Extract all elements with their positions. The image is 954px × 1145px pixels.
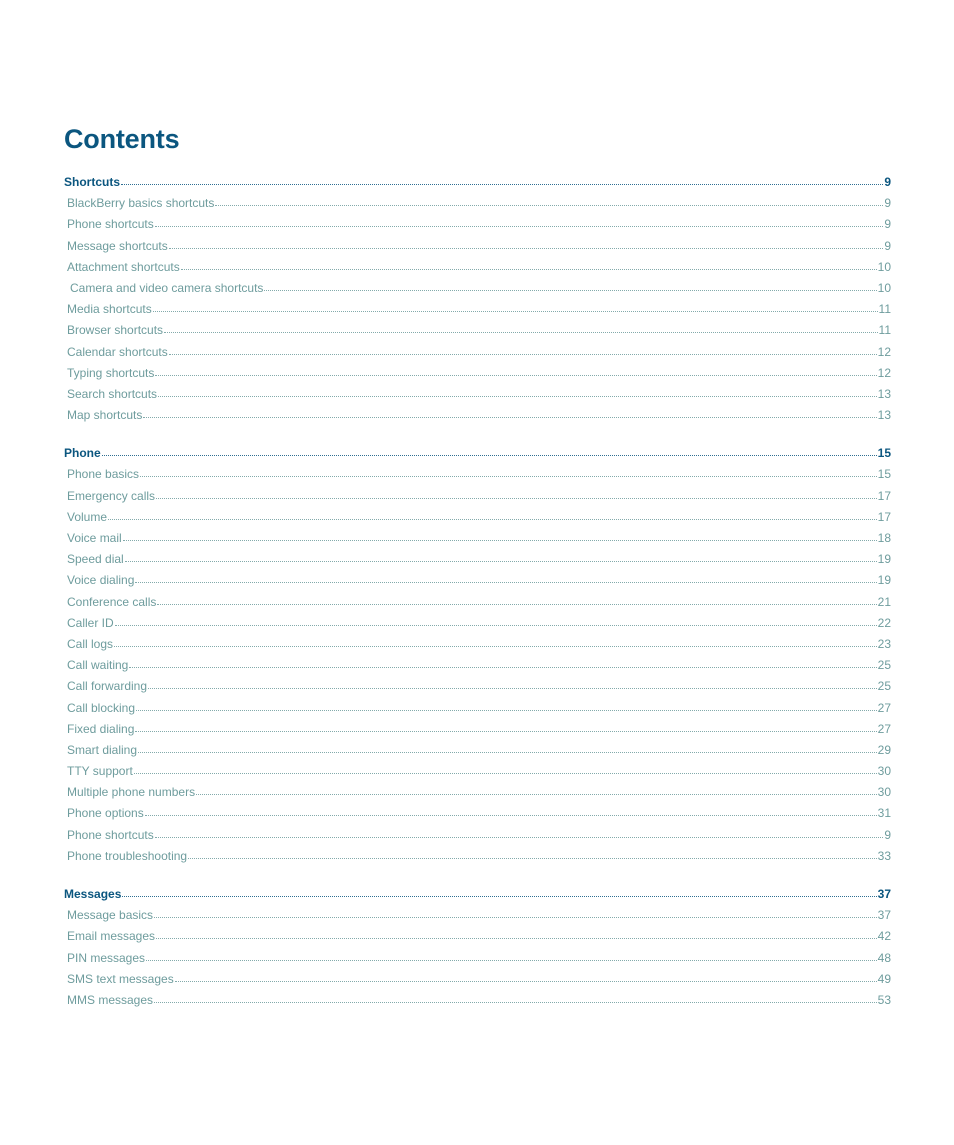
toc-entry-label: Camera and video camera shortcuts: [70, 280, 264, 295]
dot-leader: [156, 498, 877, 499]
toc-section-link[interactable]: [64, 884, 891, 905]
dot-leader: [155, 375, 876, 376]
toc-section-title: Shortcuts: [64, 175, 121, 189]
toc-entry-link[interactable]: [64, 405, 891, 426]
toc-entry-link[interactable]: [64, 761, 891, 782]
toc-page-number: 17: [877, 509, 891, 524]
toc-page-number: 21: [877, 594, 891, 609]
dot-leader: [140, 476, 877, 477]
toc-entry-link[interactable]: [64, 528, 891, 549]
toc-section-title: Messages: [64, 887, 122, 901]
toc-entry-link[interactable]: [64, 719, 891, 740]
toc-page-number: 12: [877, 365, 891, 380]
toc-entry-link[interactable]: [64, 236, 891, 257]
toc-entry-label: Fixed dialing: [67, 721, 135, 736]
toc-page-number: 13: [877, 386, 891, 401]
dot-leader: [175, 981, 877, 982]
dot-leader: [108, 519, 877, 520]
toc-entry-label: Voice dialing: [67, 573, 135, 588]
dot-leader: [158, 396, 877, 397]
toc-entry-label: Smart dialing: [67, 742, 138, 757]
toc-entry-link[interactable]: [64, 214, 891, 235]
dot-leader: [134, 773, 877, 774]
toc-entry-link[interactable]: [64, 676, 891, 697]
toc-section-link[interactable]: [64, 172, 891, 193]
toc-page-number: 15: [877, 446, 891, 461]
toc-entry-link[interactable]: [64, 905, 891, 926]
toc-page-number: 48: [877, 950, 891, 965]
toc-page-number: 9: [884, 196, 891, 211]
toc-entry-link[interactable]: [64, 257, 891, 278]
toc-entry-label: Multiple phone numbers: [67, 785, 196, 800]
dot-leader: [138, 752, 877, 753]
toc-section: [64, 443, 891, 867]
dot-leader: [264, 290, 876, 291]
toc-entry-link[interactable]: [64, 846, 891, 867]
toc-entry-link[interactable]: [64, 926, 891, 947]
toc-entry-link[interactable]: [64, 948, 891, 969]
toc-entry-label: Typing shortcuts: [67, 365, 155, 380]
dot-leader: [115, 625, 877, 626]
toc-page-number: 11: [878, 302, 891, 317]
toc-page-number: 17: [877, 488, 891, 503]
dot-leader: [129, 667, 876, 668]
toc-page-number: 49: [877, 971, 891, 986]
toc-entry-label: Media shortcuts: [67, 302, 152, 317]
toc-entry-label: SMS text messages: [67, 971, 174, 986]
dot-leader: [146, 960, 877, 961]
dot-leader: [114, 646, 877, 647]
dot-leader: [215, 205, 883, 206]
toc-entry-link[interactable]: [64, 969, 891, 990]
toc-page-number: 9: [884, 827, 891, 842]
toc-entry-label: Search shortcuts: [67, 386, 158, 401]
dot-leader: [181, 269, 877, 270]
toc-entry-label: Phone troubleshooting: [67, 848, 188, 863]
toc-entry-label: Message shortcuts: [67, 238, 168, 253]
toc-page-number: 12: [877, 344, 891, 359]
toc-page-number: 53: [877, 992, 891, 1007]
toc-section: [64, 172, 891, 426]
toc-entry-link[interactable]: [64, 825, 891, 846]
toc-section: [64, 884, 891, 1011]
dot-leader: [125, 561, 877, 562]
toc-entry-link[interactable]: [64, 384, 891, 405]
dot-leader: [121, 184, 883, 185]
toc-page-number: 27: [877, 700, 891, 715]
toc-entry-label: Calendar shortcuts: [67, 344, 168, 359]
toc-section-link[interactable]: [64, 443, 891, 464]
dot-leader: [188, 858, 877, 859]
toc-entry-label: Phone basics: [67, 467, 140, 482]
toc-entry-label: Phone options: [67, 806, 144, 821]
toc-page-number: 10: [877, 280, 891, 295]
toc-entry-label: TTY support: [67, 764, 133, 779]
toc-page-number: 22: [877, 615, 891, 630]
dot-leader: [148, 688, 877, 689]
toc-page-number: 42: [877, 929, 891, 944]
dot-leader: [164, 332, 878, 333]
toc-entry-label: Call waiting: [67, 658, 129, 673]
toc-entry-label: Phone shortcuts: [67, 217, 154, 232]
toc-entry-link[interactable]: [64, 634, 891, 655]
toc-page-number: 9: [884, 175, 891, 189]
dot-leader: [156, 938, 877, 939]
toc-entry-label: Volume: [67, 509, 108, 524]
toc-entry-label: Call forwarding: [67, 679, 148, 694]
toc-entry-link[interactable]: [64, 507, 891, 528]
toc-entry-label: MMS messages: [67, 992, 154, 1007]
dot-leader: [169, 248, 884, 249]
toc-entry-link[interactable]: [64, 299, 891, 320]
toc-page-number: 23: [877, 636, 891, 651]
toc-page-number: 25: [877, 658, 891, 673]
toc-entry-label: PIN messages: [67, 950, 146, 965]
table-of-contents: [64, 172, 891, 1011]
dot-leader: [135, 582, 876, 583]
toc-page-number: 19: [877, 573, 891, 588]
toc-page-number: 13: [877, 408, 891, 423]
toc-entry-label: Emergency calls: [67, 488, 156, 503]
toc-page-number: 30: [877, 785, 891, 800]
toc-entry-link[interactable]: [64, 549, 891, 570]
toc-entry-link[interactable]: [64, 464, 891, 485]
dot-leader: [155, 226, 884, 227]
toc-entry-link[interactable]: [64, 803, 891, 824]
toc-entry-link[interactable]: [64, 320, 891, 341]
toc-entry-label: Caller ID: [67, 615, 114, 630]
dot-leader: [154, 1002, 877, 1003]
toc-entry-link[interactable]: [64, 570, 891, 591]
toc-page-number: 25: [877, 679, 891, 694]
toc-entry-label: Phone shortcuts: [67, 827, 154, 842]
toc-entry-link[interactable]: [64, 655, 891, 676]
toc-entry-label: Call logs: [67, 636, 114, 651]
toc-entry-link[interactable]: [64, 342, 891, 363]
page-title: Contents: [64, 124, 180, 154]
toc-entry-link[interactable]: [64, 278, 891, 299]
toc-page-number: 30: [877, 764, 891, 779]
toc-entry-link[interactable]: [64, 613, 891, 634]
dot-leader: [153, 311, 878, 312]
toc-page-number: 19: [877, 552, 891, 567]
dot-leader: [122, 896, 876, 897]
toc-page-number: 37: [877, 887, 891, 901]
dot-leader: [136, 710, 877, 711]
toc-page-number: 29: [877, 742, 891, 757]
dot-leader: [157, 604, 876, 605]
dot-leader: [154, 917, 877, 918]
toc-entry-label: Conference calls: [67, 594, 157, 609]
toc-entry-link[interactable]: [64, 698, 891, 719]
toc-section-title: Phone: [64, 446, 101, 461]
toc-entry-label: Message basics: [67, 908, 154, 923]
toc-entry-label: Attachment shortcuts: [67, 259, 180, 274]
toc-entry-link[interactable]: [64, 990, 891, 1011]
toc-page-number: 15: [877, 467, 891, 482]
toc-entry-link[interactable]: [64, 193, 891, 214]
dot-leader: [169, 354, 877, 355]
toc-entry-label: Map shortcuts: [67, 408, 143, 423]
toc-page-number: 33: [877, 848, 891, 863]
toc-page-number: 10: [877, 259, 891, 274]
toc-entry-link[interactable]: [64, 782, 891, 803]
dot-leader: [123, 540, 877, 541]
toc-entry-label: Voice mail: [67, 531, 122, 545]
toc-page-number: 18: [877, 531, 891, 545]
toc-entry-link[interactable]: [64, 592, 891, 613]
toc-entry-label: BlackBerry basics shortcuts: [67, 196, 215, 211]
toc-entry-link[interactable]: [64, 363, 891, 384]
dot-leader: [155, 837, 884, 838]
toc-page-number: 9: [884, 217, 891, 232]
toc-entry-label: Email messages: [67, 929, 156, 944]
dot-leader: [145, 815, 877, 816]
dot-leader: [135, 731, 876, 732]
dot-leader: [102, 455, 877, 456]
toc-page-number: 37: [877, 908, 891, 923]
dot-leader: [143, 417, 876, 418]
toc-entry-link[interactable]: [64, 486, 891, 507]
toc-page-number: 27: [877, 721, 891, 736]
toc-entry-label: Call blocking: [67, 700, 136, 715]
dot-leader: [196, 794, 877, 795]
toc-page-number: 11: [878, 323, 891, 338]
toc-page-number: 9: [884, 238, 891, 253]
toc-entry-label: Browser shortcuts: [67, 323, 164, 338]
toc-entry-link[interactable]: [64, 740, 891, 761]
toc-page-number: 31: [877, 806, 891, 821]
toc-entry-label: Speed dial: [67, 552, 124, 567]
